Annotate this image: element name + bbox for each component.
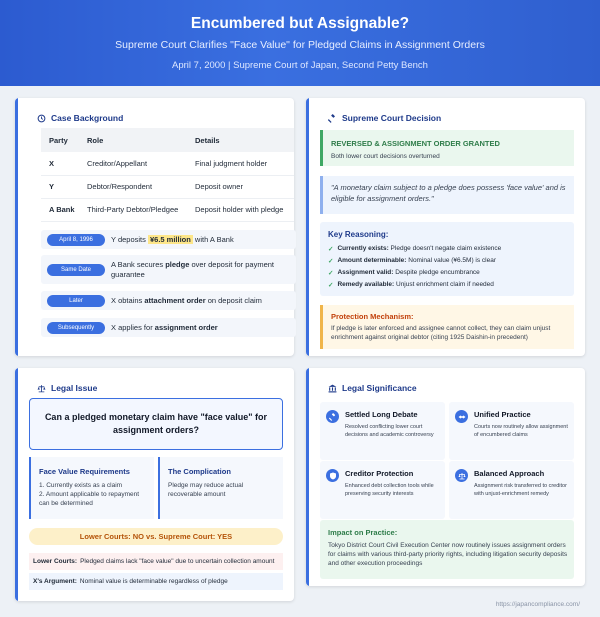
gavel-icon xyxy=(326,410,339,423)
table-cell: X xyxy=(41,152,79,175)
check-icon: ✓ xyxy=(328,246,334,253)
case-background-title xyxy=(37,113,123,123)
legal-issue-title xyxy=(37,383,97,393)
decision-title xyxy=(328,113,441,123)
lower-courts-note xyxy=(29,553,283,570)
reason-text: Despite pledge encumbrance xyxy=(393,269,480,276)
table-header-cell: Role xyxy=(79,128,187,152)
check-icon: ✓ xyxy=(328,282,334,289)
significance-item-text: Enhanced debt collection tools while preserving security interests xyxy=(345,483,434,497)
significance-item-title: Unified Practice xyxy=(474,410,531,419)
table-header-cell: Party xyxy=(41,128,79,152)
significance-title xyxy=(328,383,417,393)
significance-card xyxy=(306,368,585,586)
timeline-highlight: assignment order xyxy=(154,322,218,332)
table-row xyxy=(41,152,294,175)
card-title-text: Legal Significance xyxy=(342,383,417,393)
issue-question: Can a pledged monetary claim have "face value" for assignment orders? xyxy=(29,398,283,450)
list-item: 2. Amount applicable to repayment can be determined xyxy=(39,491,140,507)
timeline-date-pill: Same Date xyxy=(47,264,105,276)
card-accent-bar xyxy=(306,368,309,586)
reason-label: Amount determinable: xyxy=(337,257,407,264)
page-dateline: April 7, 2000 | Supreme Court of Japan, Second Petty Bench xyxy=(172,60,428,71)
timeline-text-pre: X obtains xyxy=(111,295,145,305)
timeline-text-pre: A Bank secures xyxy=(111,259,166,269)
table-header-cell: Details xyxy=(187,128,294,152)
significance-item xyxy=(449,461,574,519)
complication-title: The Complication xyxy=(168,467,231,476)
outcome-heading: REVERSED & ASSIGNMENT ORDER GRANTED xyxy=(331,139,500,148)
check-icon: ✓ xyxy=(328,258,334,265)
reason-label: Assignment valid: xyxy=(337,269,394,276)
x-argument-note xyxy=(29,573,283,590)
timeline-item xyxy=(41,230,296,249)
significance-item-title: Balanced Approach xyxy=(474,469,545,478)
protection-text: If pledge is later enforced and assignee cannot collect, they can claim unjust enrichment against original debtor (citing 1925 Daishin-in precedent) xyxy=(331,325,551,341)
list-item xyxy=(328,269,480,277)
outcome-detail: Both lower court decisions overturned xyxy=(331,153,440,160)
table-row xyxy=(41,175,294,198)
timeline-text xyxy=(111,260,290,280)
bank-icon xyxy=(328,384,337,393)
table-row xyxy=(41,198,294,221)
timeline-text xyxy=(111,235,290,245)
list-item xyxy=(328,245,501,253)
check-icon: ✓ xyxy=(328,270,334,277)
complication-box xyxy=(158,457,283,519)
timeline-text-post: over deposit for payment guarantee xyxy=(111,259,275,279)
timeline-item xyxy=(41,255,296,284)
note-text: Pledged claims lack "face value" due to uncertain collection amount xyxy=(80,558,275,565)
versus-banner: Lower Courts: NO vs. Supreme Court: YES xyxy=(29,528,283,545)
key-reasoning-box xyxy=(320,222,574,296)
timeline-highlight: ¥6.5 million xyxy=(149,234,191,244)
timeline-text-pre: Y deposits xyxy=(111,234,148,244)
timeline-item xyxy=(41,318,296,337)
card-title-text: Legal Issue xyxy=(51,383,98,393)
reason-text: Unjust enrichment claim if needed xyxy=(394,281,494,288)
page-header xyxy=(0,0,600,86)
significance-item xyxy=(320,461,445,519)
table-cell: A Bank xyxy=(41,198,79,221)
requirements-box xyxy=(29,457,154,519)
parties-table xyxy=(41,128,294,222)
list-item: 1. Currently exists as a claim xyxy=(39,482,123,489)
significance-item-title: Settled Long Debate xyxy=(345,410,418,419)
timeline-highlight: pledge xyxy=(165,259,190,269)
significance-item xyxy=(320,402,445,460)
protection-box xyxy=(320,305,574,349)
timeline-date-pill: April 8, 1996 xyxy=(47,234,105,246)
outcome-box xyxy=(320,130,574,166)
protection-title: Protection Mechanism: xyxy=(331,312,414,321)
reason-text: Nominal value (¥6.5M) is clear xyxy=(406,257,497,264)
page-title: Encumbered but Assignable? xyxy=(190,15,410,32)
significance-item-text: Resolved conflicting lower court decisions and academic controversy xyxy=(345,424,434,438)
impact-box xyxy=(320,520,574,579)
table-cell: Creditor/Appellant xyxy=(79,152,187,175)
timeline-item xyxy=(41,291,296,310)
table-cell: Deposit owner xyxy=(187,175,294,198)
reason-text: Pledge doesn't negate claim existence xyxy=(388,245,502,252)
significance-item-text: Courts now routinely allow assignment of encumbered claims xyxy=(474,424,568,438)
complication-text: Pledge may reduce actual recoverable amount xyxy=(168,482,244,498)
table-cell: Final judgment holder xyxy=(187,152,294,175)
card-title-text: Case Background xyxy=(51,113,124,123)
table-cell: Deposit holder with pledge xyxy=(187,198,294,221)
table-cell: Y xyxy=(41,175,79,198)
requirements-list xyxy=(39,481,148,508)
history-icon xyxy=(37,114,46,123)
holding-quote: "A monetary claim subject to a pledge does possess 'face value' and is eligible for assignment orders." xyxy=(320,176,574,214)
card-accent-bar xyxy=(15,368,18,601)
handshake-icon xyxy=(455,410,468,423)
note-label: X's Argument: xyxy=(33,578,77,585)
card-accent-bar xyxy=(15,98,18,356)
timeline-date-pill: Subsequently xyxy=(47,322,105,334)
table-cell: Debtor/Respondent xyxy=(79,175,187,198)
page-subtitle: Supreme Court Clarifies "Face Value" for Pledged Claims in Assignment Orders xyxy=(115,39,485,51)
card-title-text: Supreme Court Decision xyxy=(342,113,442,123)
decision-card xyxy=(306,98,585,356)
impact-text: Tokyo District Court Civil Execution Center now routinely issues assignment orders for claims with various third-party priority rights, including litigation security deposits and other execution proceedings xyxy=(328,542,568,567)
card-accent-bar xyxy=(306,98,309,356)
note-text: Nominal value is determinable regardless of pledge xyxy=(79,578,228,585)
reasoning-title: Key Reasoning: xyxy=(328,230,389,239)
timeline-text xyxy=(111,296,290,306)
table-cell: Third-Party Debtor/Pledgee xyxy=(79,198,187,221)
impact-title: Impact on Practice: xyxy=(328,528,398,537)
table-header-row xyxy=(41,128,294,152)
requirements-title: Face Value Requirements xyxy=(39,467,130,476)
gavel-icon xyxy=(328,114,337,123)
timeline-text xyxy=(111,323,290,333)
scale-icon xyxy=(37,384,46,393)
timeline-text-pre: X applies for xyxy=(111,322,155,332)
reason-label: Remedy available: xyxy=(337,281,395,288)
legal-issue-card xyxy=(15,368,294,601)
list-item xyxy=(328,281,494,289)
source-link[interactable]: https://japancompliance.com/ xyxy=(495,601,580,608)
shield-icon xyxy=(326,469,339,482)
significance-item-text: Assignment risk transferred to creditor with unjust-enrichment remedy xyxy=(474,483,567,497)
list-item xyxy=(328,257,496,265)
note-label: Lower Courts: xyxy=(33,558,78,565)
timeline-text-post: on deposit claim xyxy=(205,295,262,305)
balance-icon xyxy=(455,469,468,482)
timeline-date-pill: Later xyxy=(47,295,105,307)
significance-item-title: Creditor Protection xyxy=(345,469,414,478)
reason-label: Currently exists: xyxy=(337,245,389,252)
timeline-highlight: attachment order xyxy=(144,295,206,305)
significance-item xyxy=(449,402,574,460)
timeline-text-post: with A Bank xyxy=(192,234,234,244)
